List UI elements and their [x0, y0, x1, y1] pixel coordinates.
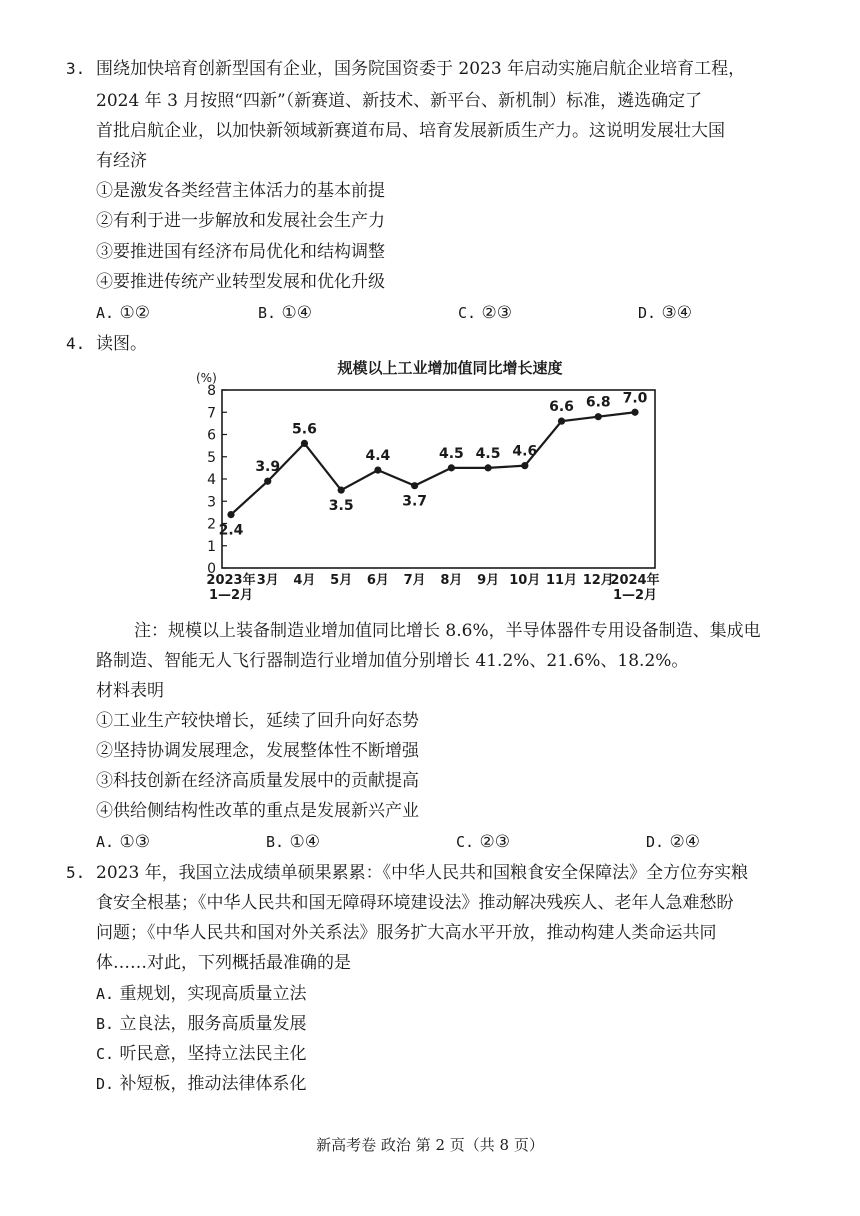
x-tick-label: 10月: [509, 573, 541, 588]
question-3-number: 3.: [66, 59, 86, 78]
question-3-statement: ④要推进传统产业转型发展和优化升级: [96, 272, 385, 292]
option-text: 听民意，坚持立法民主化: [119, 1044, 307, 1064]
question-5-stem-line: 2023 年，我国立法成绩单硕果累累：《中华人民共和国粮食安全保障法》全方位夯实粮: [96, 863, 749, 883]
question-4-note-line: 路制造、智能无人飞行器制造行业增加值分别增长 41.2%、21.6%、18.2%。: [96, 651, 689, 671]
x-tick-label: 3月: [256, 573, 279, 588]
question-3-statement: ①是激发各类经营主体活力的基本前提: [96, 181, 385, 201]
question-5-option-a[interactable]: [96, 983, 306, 1005]
question-4-prompt: 读图。: [96, 334, 147, 354]
option-text: ②③: [481, 303, 512, 323]
data-point: [521, 462, 528, 469]
y-tick-label: 6: [207, 427, 216, 444]
question-3-option-c[interactable]: [458, 302, 512, 324]
question-3-stem-line: 围绕加快培育创新型国有企业，国务院国资委于 2023 年启动实施启航企业培育工程，: [96, 59, 746, 79]
question-3-stem-line: 有经济: [96, 151, 147, 171]
data-point: [595, 413, 602, 420]
y-tick-label: 0: [207, 561, 216, 577]
data-label: 2.4: [218, 522, 244, 539]
question-4-statement: ③科技创新在经济高质量发展中的贡献提高: [96, 771, 419, 791]
data-point: [411, 482, 418, 489]
question-3-stem-line: 2024 年 3 月按照“四新”（新赛道、新技术、新平台、新机制）标准，遴选确定了: [96, 91, 703, 111]
question-5-option-b[interactable]: [96, 1013, 306, 1035]
option-text: ②③: [479, 832, 510, 852]
x-tick-label: 2024年: [610, 573, 660, 588]
question-3-stem-line: 首批启航企业，以加快新领域新赛道布局、培育发展新质生产力。这说明发展壮大国: [96, 121, 725, 141]
question-5-number: 5.: [66, 863, 86, 882]
y-tick-label: 2: [207, 516, 216, 533]
y-tick-label: 1: [207, 538, 216, 555]
data-point: [484, 464, 491, 471]
x-axis-ticks: [206, 572, 659, 603]
option-letter: B.: [258, 304, 277, 322]
data-label: 3.5: [328, 498, 354, 515]
option-letter: C.: [458, 304, 477, 322]
question-3-statement: ③要推进国有经济布局优化和结构调整: [96, 242, 385, 262]
y-tick-label: 7: [207, 405, 216, 422]
option-text: ①④: [281, 303, 312, 323]
x-tick-label: 9月: [477, 573, 500, 588]
data-label: 3.7: [402, 493, 428, 510]
chart-title: 规模以上工业增加值同比增长速度: [337, 359, 563, 377]
option-text: 补短板，推动法律体系化: [119, 1074, 307, 1094]
question-4-option-b[interactable]: [266, 831, 320, 853]
question-5-stem-line: 食安全根基；《中华人民共和国无障碍环境建设法》推动解决残疾人、老年人急难愁盼: [96, 893, 734, 913]
y-tick-label: 8: [207, 383, 216, 399]
x-tick-label: 2023年: [206, 573, 256, 588]
option-letter: A.: [96, 833, 115, 851]
data-label: 4.6: [512, 443, 538, 460]
x-tick-label: 7月: [403, 573, 426, 588]
option-letter: D.: [638, 304, 657, 322]
option-letter: B.: [266, 833, 285, 851]
data-label: 5.6: [292, 421, 317, 438]
question-4-option-c[interactable]: [456, 831, 510, 853]
y-tick-label: 5: [207, 449, 216, 466]
option-text: ①②: [119, 303, 150, 323]
option-letter: A.: [96, 304, 115, 322]
question-5-stem-line: 体……对此，下列概括最准确的是: [96, 953, 351, 973]
data-point: [227, 511, 234, 518]
y-tick-label: 4: [207, 472, 216, 488]
data-label: 4.5: [475, 445, 501, 462]
question-4-note-line: 注：规模以上装备制造业增加值同比增长 8.6%，半导体器件专用设备制造、集成电: [134, 621, 761, 641]
x-tick-label: 11月: [545, 573, 578, 588]
y-axis-unit: (%): [196, 371, 217, 385]
data-point: [301, 440, 308, 447]
question-3-option-d[interactable]: [638, 302, 692, 324]
question-4-option-d[interactable]: [646, 831, 700, 853]
option-text: ③④: [661, 303, 692, 323]
question-5-stem-line: 问题；《中华人民共和国对外关系法》服务扩大高水平开放，推动构建人类命运共同: [96, 923, 717, 943]
data-points: [227, 409, 638, 519]
question-5-option-c[interactable]: [96, 1043, 306, 1065]
question-5-option-d[interactable]: [96, 1073, 306, 1095]
question-4-option-a[interactable]: [96, 831, 150, 853]
data-label: 7.0: [622, 390, 648, 407]
option-text: ②④: [669, 832, 700, 852]
data-point: [374, 467, 381, 474]
line-chart: [190, 356, 680, 612]
data-label: 6.8: [585, 394, 611, 411]
y-tick-label: 3: [207, 494, 216, 511]
question-4-lead: 材料表明: [96, 681, 164, 701]
question-4-statement: ④供给侧结构性改革的重点是发展新兴产业: [96, 801, 419, 821]
option-text: 重规划，实现高质量立法: [119, 984, 307, 1004]
question-3-option-b[interactable]: [258, 302, 312, 324]
question-4-number: 4.: [66, 334, 86, 353]
option-letter: A.: [96, 985, 115, 1003]
x-tick-label: 8月: [440, 573, 463, 588]
data-point: [558, 418, 565, 425]
x-tick-label: 5月: [330, 573, 353, 588]
y-axis-ticks: [207, 383, 227, 577]
data-point: [631, 409, 638, 416]
x-tick-label: 4月: [293, 573, 316, 588]
x-tick-label: 1—2月: [208, 588, 254, 603]
data-label: 6.6: [549, 399, 574, 416]
x-tick-label: 12月: [582, 573, 614, 588]
option-letter: D.: [646, 833, 665, 851]
question-3-option-a[interactable]: [96, 302, 150, 324]
question-4-statement: ②坚持协调发展理念，发展整体性不断增强: [96, 741, 419, 761]
data-point: [264, 478, 271, 485]
data-label: 4.4: [365, 448, 391, 465]
data-point: [448, 464, 455, 471]
question-4-statement: ①工业生产较快增长，延续了回升向好态势: [96, 711, 419, 731]
x-tick-label: 1—2月: [612, 588, 658, 603]
option-text: 立良法，服务高质量发展: [119, 1014, 307, 1034]
x-tick-label: 6月: [366, 573, 389, 588]
question-3-statement: ②有利于进一步解放和发展社会生产力: [96, 211, 385, 231]
option-letter: C.: [456, 833, 475, 851]
data-label: 3.9: [255, 459, 281, 476]
data-label: 4.5: [438, 445, 464, 462]
option-text: ①③: [119, 832, 150, 852]
data-point: [338, 487, 345, 494]
page-footer: 新高考卷 政治 第 2 页（共 8 页）: [316, 1136, 544, 1154]
option-text: ①④: [289, 832, 320, 852]
option-letter: D.: [96, 1075, 115, 1093]
option-letter: C.: [96, 1045, 115, 1063]
option-letter: B.: [96, 1015, 115, 1033]
